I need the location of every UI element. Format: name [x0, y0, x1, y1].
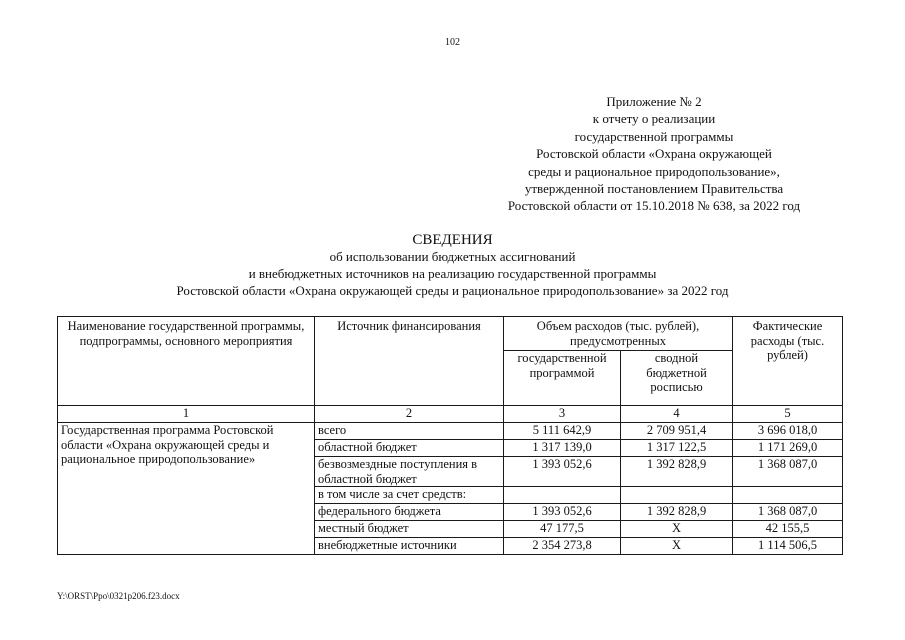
header-volume-program: государственной программой	[504, 351, 621, 406]
header-volume-budget: сводной бюджетной росписью	[621, 351, 733, 406]
program-name: Государственная программа Ростовской области «Охрана окружающей среды и рациональное природопользование»	[58, 423, 315, 555]
file-path: Y:\ORST\Ppo\0321p206.f23.docx	[57, 591, 180, 601]
program-value-cell: 5 111 642,9	[504, 423, 621, 440]
budget-value-cell: 1 317 122,5	[621, 440, 733, 457]
column-number: 1	[58, 406, 315, 423]
program-value-cell	[504, 487, 621, 504]
actual-value-cell: 1 368 087,0	[733, 457, 843, 487]
appendix-line: государственной программы	[574, 128, 734, 144]
expenditure-table	[57, 316, 843, 555]
header-source: Источник финансирования	[315, 317, 504, 406]
source-cell: всего	[315, 423, 504, 440]
source-cell: безвозмездные поступления в областной бюджет	[315, 457, 504, 487]
program-value-cell: 1 393 052,6	[504, 457, 621, 487]
appendix-line: Ростовской области «Охрана окружающей	[536, 146, 772, 162]
budget-value-cell: Х	[621, 521, 733, 538]
appendix-line: утвержденной постановлением Правительства	[524, 181, 784, 197]
page-number: 102	[445, 37, 460, 48]
actual-value-cell: 42 155,5	[733, 521, 843, 538]
actual-value-cell: 1 368 087,0	[733, 504, 843, 521]
actual-value-cell	[733, 487, 843, 504]
column-number: 5	[733, 406, 843, 423]
program-value-cell: 47 177,5	[504, 521, 621, 538]
document-title: СВЕДЕНИЯ	[412, 232, 493, 248]
budget-value-cell: 1 392 828,9	[621, 504, 733, 521]
actual-value-cell: 3 696 018,0	[733, 423, 843, 440]
source-cell: внебюджетные источники	[315, 538, 504, 555]
appendix-line: Приложение № 2	[606, 94, 702, 109]
budget-value-cell: Х	[621, 538, 733, 555]
table-row	[58, 423, 843, 440]
header-actual: Фактические расходы (тыс. рублей)	[733, 317, 843, 406]
budget-value-cell	[621, 487, 733, 504]
budget-value-cell: 2 709 951,4	[621, 423, 733, 440]
actual-value-cell: 1 114 506,5	[733, 538, 843, 555]
document-heading	[0, 232, 905, 299]
budget-value-cell: 1 392 828,9	[621, 457, 733, 487]
column-number: 3	[504, 406, 621, 423]
appendix-line: среды и рациональное природопользование»,	[528, 163, 780, 179]
header-volume: Объем расходов (тыс. рублей), предусмотренных	[504, 317, 733, 351]
actual-value-cell: 1 171 269,0	[733, 440, 843, 457]
heading-line: и внебюджетных источников на реализацию государственной программы	[248, 265, 657, 281]
source-cell: областной бюджет	[315, 440, 504, 457]
program-value-cell: 2 354 273,8	[504, 538, 621, 555]
column-number: 4	[621, 406, 733, 423]
source-cell: федерального бюджета	[315, 504, 504, 521]
heading-line: об использовании бюджетных ассигнований	[329, 249, 576, 264]
source-cell: в том числе за счет средств:	[315, 487, 504, 504]
appendix-line: к отчету о реализации	[592, 111, 716, 127]
appendix-block	[464, 93, 844, 215]
column-number: 2	[315, 406, 504, 423]
appendix-line: Ростовской области от 15.10.2018 № 638, за 2022 год	[507, 198, 801, 214]
program-value-cell: 1 393 052,6	[504, 504, 621, 521]
program-value-cell: 1 317 139,0	[504, 440, 621, 457]
header-name: Наименование государственной программы, подпрограммы, основного мероприятия	[58, 317, 315, 406]
source-cell: местный бюджет	[315, 521, 504, 538]
heading-line: Ростовской области «Охрана окружающей среды и рациональное природопользование» за 2022 год	[176, 282, 729, 298]
